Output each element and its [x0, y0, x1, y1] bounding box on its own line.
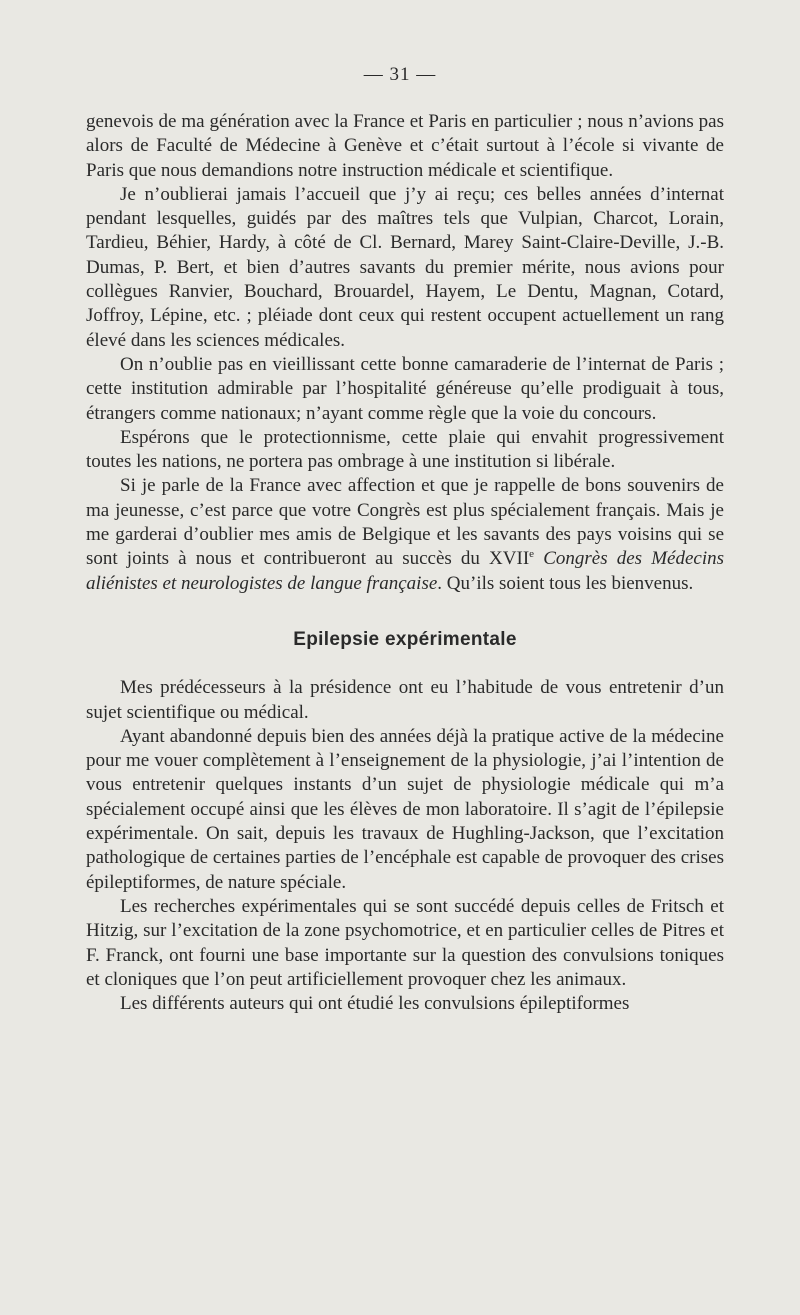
paragraph-internat: Je n’oublierai jamais l’accueil que j’y ai reçu; ces belles années d’internat pendant lesquelles, guidés par des maîtres tels que Vulpian, Charcot, Lorain, Tardieu, Béhier, Hardy, à côté de Cl. Bernard, Marey Saint-Claire-Deville, J.-B. Dumas, P. Bert, et bien d’autres savants du premier mérite, nous avions pour collègues Ranvier, Bouchard, Brouardel, Hayem, Le Dentu, Magnan, Cotard, Joffroy, Lépine, etc. ; pléiade dont ceux qui restent occupent actuellement un rang élevé dans les sciences médicales.: [86, 183, 724, 351]
paragraph-auteurs: Les différents auteurs qui ont étudié les convulsions épileptiformes: [120, 993, 630, 1015]
paragraph-recherches: Les recherches expérimentales qui se sont succédé depuis celles de Fritsch et Hitzig, sur l’excitation de la zone psychomotrice, et en particulier celles de Pitres et F. Franck, ont fourni une base importante sur la question des convulsions toniques et cloniques que l’on peut artificiellement provoquer chez les animaux.: [86, 895, 724, 990]
section-heading: Epilepsie expérimentale: [293, 628, 517, 650]
page-number: — 31 —: [363, 64, 437, 85]
paragraph-epilepsie: Ayant abandonné depuis bien des années déjà la pratique active de la médecine pour me vouer complètement à l’enseignement de la physiologie, j’ai l’intention de vous entretenir quelques instants d’un sujet de physiologie médicale qui m’a spécialement occupé ainsi que les élèves de mon laboratoire. Il s’agit de l’épilepsie expérimentale. On sait, depuis les travaux de Hughling-Jackson, que l’excitation pathologique de certaines parties de l’encéphale est capable de provoquer des crises épileptiformes, de nature spéciale.: [86, 725, 724, 893]
paragraph-predecesseurs: Mes prédécesseurs à la présidence ont eu l’habitude de vous entretenir d’un sujet scientifique ou médical.: [86, 677, 724, 723]
paragraph-protectionnisme: Espérons que le protectionnisme, cette plaie qui envahit progressivement toutes les nations, ne portera pas ombrage à une institution si libérale.: [86, 426, 724, 473]
paragraph-camaraderie: On n’oublie pas en vieillissant cette bonne camaraderie de l’internat de Paris ; cette institution admirable par l’hospitalité généreuse qu’elle prodiguait à tous, étrangers comme nationaux; n’ayant comme règle que la voie du concours.: [86, 353, 724, 424]
congres-title-italic: Congrès des Médecins aliénistes et neurologistes de langue française: [86, 548, 724, 594]
body-text: [86, 110, 724, 1016]
paragraph-continuation: genevois de ma génération avec la France et Paris en particulier ; nous n’avions pas alors de Faculté de Médecine à Genève et c’était surtout à l’école si vivante de Paris que nous demandions notre instruction médicale et scientifique.: [86, 111, 724, 181]
congres-closing-text: . Qu’ils soient tous les bienvenus.: [437, 572, 694, 594]
congres-text: Si je parle de la France avec affection et que je rappelle de bons souvenirs de ma jeunesse, c’est parce que votre Congrès est plus spécialement français. Mais je me garderai d’oublier mes amis de Belgique et les savants des pays voisins qui se sont joints à nous et contribueront au succès du XVII: [86, 475, 724, 570]
ordinal-superscript: e: [529, 548, 535, 561]
paragraph-congres: [86, 474, 724, 595]
